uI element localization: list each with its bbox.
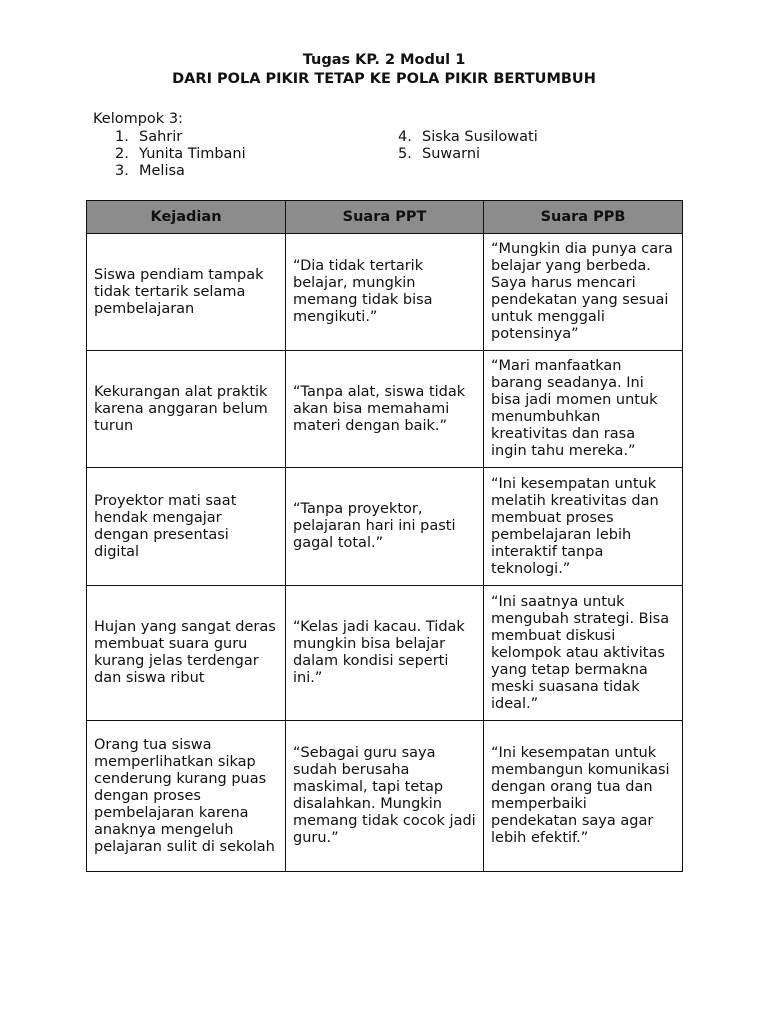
document-subtitle: DARI POLA PIKIR TETAP KE POLA PIKIR BERTUMBUH [172, 71, 596, 87]
cell-suara-ppb: “Ini saatnya untuk mengubah strategi. Bisa membuat diskusi kelompok atau aktivitas yang tetap bermakna meski suasana tidak ideal.” [484, 586, 683, 721]
member-item [115, 163, 246, 180]
group-label: Kelompok 3: [93, 111, 183, 127]
member-item [398, 129, 538, 146]
cell-suara-ppb: “Mungkin dia punya cara belajar yang berbeda. Saya harus mencari pendekatan yang sesuai untuk menggali potensinya” [484, 234, 683, 351]
member-name: Siska Susilowati [422, 129, 538, 145]
member-name: Yunita Timbani [139, 146, 246, 162]
member-name: Melisa [139, 163, 185, 179]
member-number: 2. [115, 146, 129, 162]
member-name: Sahrir [139, 129, 183, 145]
member-item [398, 146, 538, 163]
table-row [87, 351, 683, 468]
member-list-left [115, 129, 246, 180]
cell-suara-ppt: “Dia tidak tertarik belajar, mungkin memang tidak bisa mengikuti.” [286, 234, 484, 351]
member-number: 5. [398, 146, 412, 162]
mindset-table [86, 200, 683, 872]
member-number: 3. [115, 163, 129, 179]
member-item [115, 146, 246, 163]
cell-suara-ppt: “Sebagai guru saya sudah berusaha maskimal, tapi tetap disalahkan. Mungkin memang tidak cocok jadi guru.” [286, 721, 484, 872]
member-name: Suwarni [422, 146, 481, 162]
cell-kejadian: Proyektor mati saat hendak mengajar dengan presentasi digital [87, 468, 286, 586]
cell-suara-ppb: “Mari manfaatkan barang seadanya. Ini bisa jadi momen untuk menumbuhkan kreativitas dan rasa ingin tahu mereka.” [484, 351, 683, 468]
cell-suara-ppb: “Ini kesempatan untuk melatih kreativitas dan membuat proses pembelajaran lebih interaktif tanpa teknologi.” [484, 468, 683, 586]
cell-kejadian: Orang tua siswa memperlihatkan sikap cenderung kurang puas dengan proses pembelajaran karena anaknya mengeluh pelajaran sulit di sekolah [87, 721, 286, 872]
member-item [115, 129, 246, 146]
cell-kejadian: Siswa pendiam tampak tidak tertarik selama pembelajaran [87, 234, 286, 351]
cell-suara-ppt: “Tanpa proyektor, pelajaran hari ini pasti gagal total.” [286, 468, 484, 586]
column-header-suara-ppb: Suara PPB [484, 201, 683, 234]
cell-suara-ppt: “Tanpa alat, siswa tidak akan bisa memahami materi dengan baik.” [286, 351, 484, 468]
cell-suara-ppb: “Ini kesempatan untuk membangun komunikasi dengan orang tua dan memperbaiki pendekatan saya agar lebih efektif.” [484, 721, 683, 872]
table-row [87, 586, 683, 721]
table-row [87, 468, 683, 586]
column-header-suara-ppt: Suara PPT [286, 201, 484, 234]
member-number: 1. [115, 129, 129, 145]
member-number: 4. [398, 129, 412, 145]
member-list-right [398, 129, 538, 163]
document-title: Tugas KP. 2 Modul 1 [302, 52, 466, 68]
cell-kejadian: Hujan yang sangat deras membuat suara guru kurang jelas terdengar dan siswa ribut [87, 586, 286, 721]
cell-kejadian: Kekurangan alat praktik karena anggaran belum turun [87, 351, 286, 468]
table-row [87, 234, 683, 351]
cell-suara-ppt: “Kelas jadi kacau. Tidak mungkin bisa belajar dalam kondisi seperti ini.” [286, 586, 484, 721]
table-header-row [87, 201, 683, 234]
table-row [87, 721, 683, 872]
column-header-kejadian: Kejadian [87, 201, 286, 234]
